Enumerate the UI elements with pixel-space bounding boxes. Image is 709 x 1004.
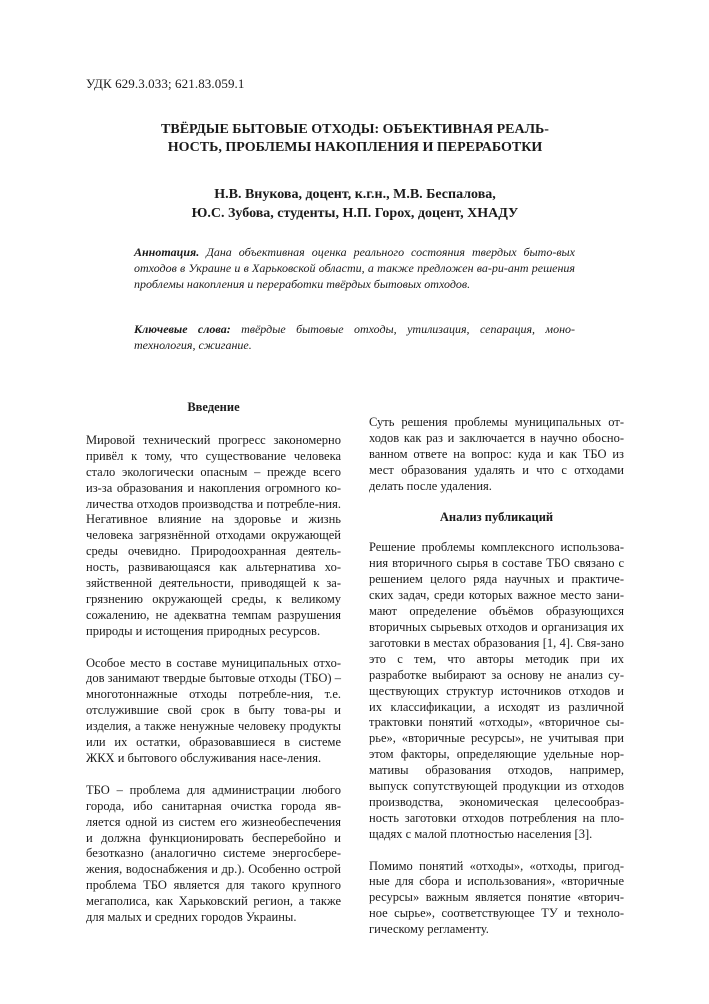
paragraph: Помимо понятий «отходы», «отходы, пригод-ные для сбора и использования», «вторичные ресурсы» важным является понятие «вторич-ное сырье», соответствующее ТУ и техноло-гическому регламенту. xyxy=(369,858,624,937)
abstract-text: Дана объективная оценка реального состояния твердых быто-вых отходов в Украине и в Харьковской области, а также предложен ва-ри-ант решения проблемы накопления и переработки твёрдых бытовых отходов. xyxy=(134,245,576,291)
paragraph: Мировой технический прогресс закономерно привёл к тому, что существование человека стало экологически опасным – прежде всего из-за образования и накопления огромного ко-личества отходов производства и потребле-ния. Негативное влияние на здоровье и жизнь человека загрязнённой отходами окружающей среды очевидно. Природоохранная деятель-ность, развивающаяся как альтернатива хо-зяйственной деятельности, приводящей к за-грязнению окружающей среды, к великому сожалению, не адекватна темпам разрушения природы и истощения природных ресурсов. xyxy=(86,432,341,638)
authors xyxy=(110,185,600,223)
keywords xyxy=(134,322,575,354)
left-column xyxy=(86,397,341,926)
abstract-label: Аннотация. xyxy=(134,245,200,259)
title-line-1: ТВЁРДЫЕ БЫТОВЫЕ ОТХОДЫ: ОБЪЕКТИВНАЯ РЕАЛЬ- xyxy=(161,122,549,137)
section-heading-introduction: Введение xyxy=(187,400,240,414)
keywords-text: твёрдые бытовые отходы, утилизация, сепарация, моно-технология, сжигание. xyxy=(134,322,576,352)
paragraph: Решение проблемы комплексного использова-ния вторичного сырья в составе ТБО связано с решением целого ряда научных и практиче-ских задач, среди которых важное место зани-мают определение объёмов образующихся вторичных сырьевых отходов и организация их заготовки в местах образования [1, 4]. Свя-зано это с тем, что авторы методик при их разработке выбирают за основу не анализ су-ществующих структур источников отходов и их классификации, а исходят из различной трактовки понятий «отходы», «вторичное сы-рье», «вторичные ресурсы», не учитывая при этом факторы, определяющие удельные нор-мативы образования отходов, например, выпуск сопутствующей продукции из отходов производства, экономическая целесообраз-ность заготовки отходов потребления на пло-щадях с малой плотностью населения [3]. xyxy=(369,540,624,841)
article-title xyxy=(110,121,600,157)
udc-code: УДК 629.3.033; 621.83.059.1 xyxy=(86,76,245,91)
keywords-label: Ключевые слова: xyxy=(134,322,231,336)
paragraph: Суть решения проблемы муниципальных от-ходов как раз и заключается в научно обосно-ванном ответе на вопрос: куда и как ТБО из мест образования удалять и что с отходами делать после удаления. xyxy=(369,415,624,493)
section-heading-literature-review: Анализ публикаций xyxy=(439,509,554,524)
authors-line-2: Ю.С. Зубова, студенты, Н.П. Горох, доцент, ХНАДУ xyxy=(191,206,519,221)
paragraph: Особое место в составе муниципальных отхо-дов занимают твердые бытовые отходы (ТБО) – многотоннажные отходы потребле-ния, т.е. отслужившие свой срок в быту това-ры и изделия, а также ненужные человеку продукты или их остатки, образовавшиеся в системе ЖКХ и бытового обслуживания насе-ления. xyxy=(86,655,341,766)
paragraph: ТБО – проблема для администрации любого города, ибо санитарная очистка города яв-ляется одной из систем его жизнеобеспечения и должна функционировать бесперебойно и безотказно (аналогично системе энергосбере-жения, водоснабжения и др.). Особенно острой проблема ТБО является для такого крупного мегаполиса, как Харьковский регион, а также для малых и средних городов Украины. xyxy=(86,782,341,925)
title-line-2: НОСТЬ, ПРОБЛЕМЫ НАКОПЛЕНИЯ И ПЕРЕРАБОТКИ xyxy=(167,140,543,155)
abstract xyxy=(134,245,575,292)
right-column xyxy=(369,415,624,938)
authors-line-1: Н.В. Внукова, доцент, к.г.н., М.В. Беспалова, xyxy=(214,187,496,202)
